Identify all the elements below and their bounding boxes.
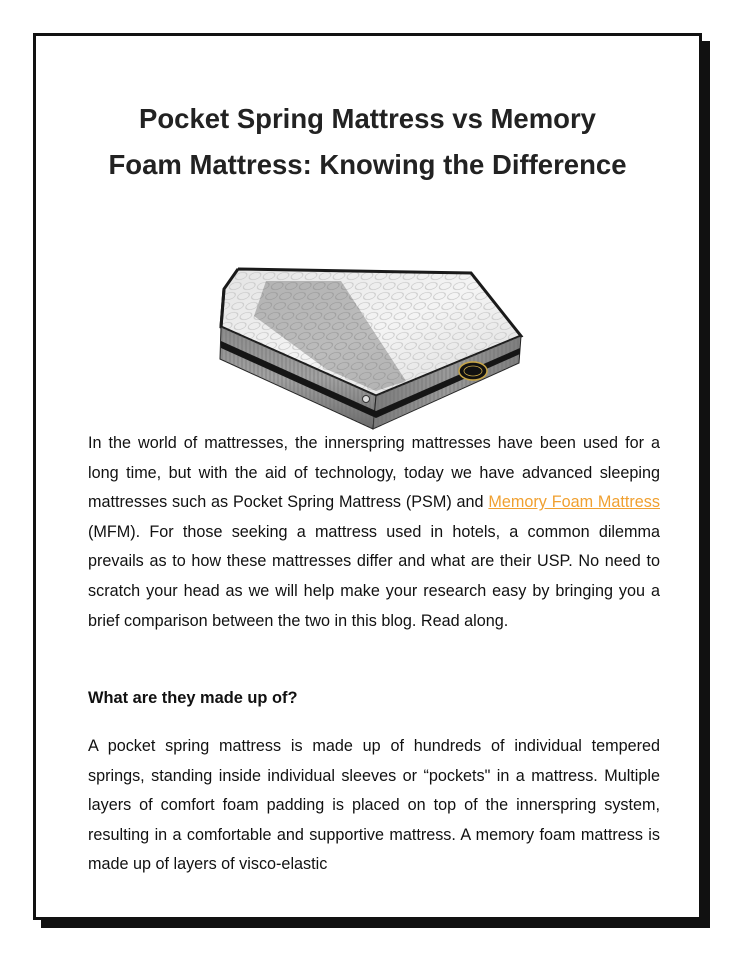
title-line-2: Foam Mattress: Knowing the Difference: [108, 149, 627, 180]
brand-badge-icon: [459, 362, 487, 380]
document-page: [33, 33, 702, 920]
page-title: [36, 96, 699, 188]
memory-foam-mattress-link[interactable]: Memory Foam Mattress: [488, 493, 660, 512]
intro-text-before-link: In the world of mattresses, the innerspring mattresses have been used for a long time, but with the aid of technology, today we have advanced sleeping mattresses such as Pocket Spring Mattress (PSM) and: [88, 434, 660, 512]
title-line-1: Pocket Spring Mattress vs Memory: [139, 103, 596, 134]
intro-text-after-link: (MFM). For those seeking a mattress used in hotels, a common dilemma prevails as to how these mattresses differ and what are their USP. No need to scratch your head as we will help make your research easy by bringing you a brief comparison between the two in this blog. Read along.: [88, 522, 660, 630]
intro-paragraph: [88, 429, 660, 636]
mattress-image: [176, 231, 566, 431]
section-body-paragraph: A pocket spring mattress is made up of hundreds of individual tempered springs, standing inside individual sleeves or “pockets" in a mattress. Multiple layers of comfort foam padding is placed on top of the innerspring system, resulting in a comfortable and supportive mattress. A memory foam mattress is made up of layers of visco-elastic: [88, 737, 660, 874]
section-heading: What are they made up of?: [88, 689, 298, 707]
